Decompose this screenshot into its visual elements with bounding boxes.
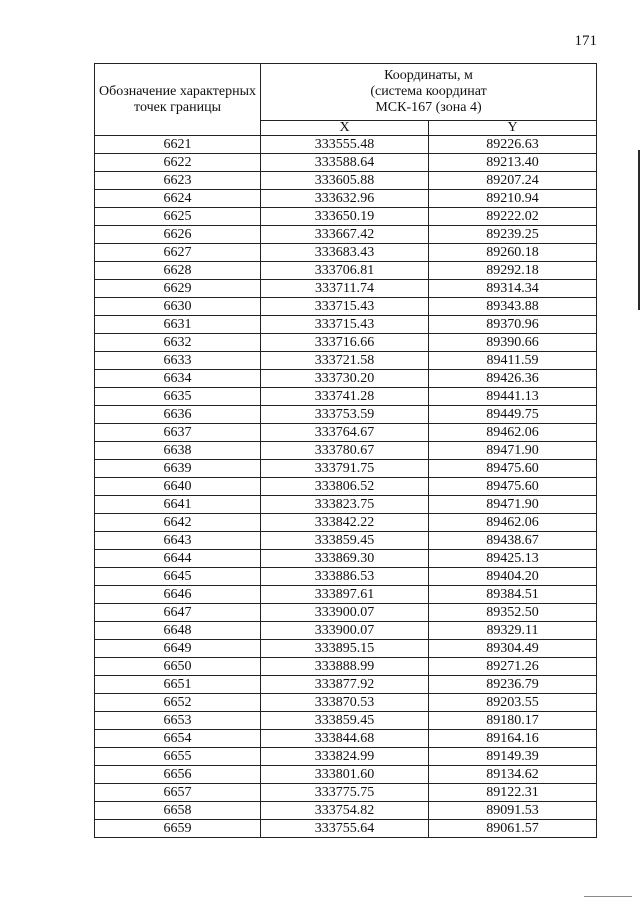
y-coordinate-cell: 89462.06 [429, 514, 597, 532]
table-row [95, 280, 597, 298]
table-row [95, 640, 597, 658]
table-row [95, 820, 597, 838]
x-coordinate-cell: 333711.74 [261, 280, 429, 298]
x-coordinate-cell: 333715.43 [261, 298, 429, 316]
point-id-cell: 6630 [95, 298, 261, 316]
y-coordinate-cell: 89441.13 [429, 388, 597, 406]
y-column-header: Y [429, 121, 597, 136]
point-id-cell: 6629 [95, 280, 261, 298]
table-row [95, 154, 597, 172]
y-coordinate-cell: 89239.25 [429, 226, 597, 244]
table-row [95, 532, 597, 550]
x-coordinate-cell: 333741.28 [261, 388, 429, 406]
point-id-cell: 6632 [95, 334, 261, 352]
x-coordinate-cell: 333755.64 [261, 820, 429, 838]
y-coordinate-cell: 89352.50 [429, 604, 597, 622]
table-row [95, 334, 597, 352]
x-coordinate-cell: 333667.42 [261, 226, 429, 244]
point-id-cell: 6625 [95, 208, 261, 226]
x-coordinate-cell: 333869.30 [261, 550, 429, 568]
x-coordinate-cell: 333900.07 [261, 604, 429, 622]
table-row [95, 442, 597, 460]
table-row [95, 388, 597, 406]
table-row [95, 136, 597, 154]
table-row [95, 424, 597, 442]
point-id-cell: 6659 [95, 820, 261, 838]
point-id-cell: 6635 [95, 388, 261, 406]
x-coordinate-cell: 333844.68 [261, 730, 429, 748]
table-row [95, 316, 597, 334]
point-id-cell: 6631 [95, 316, 261, 334]
point-id-cell: 6650 [95, 658, 261, 676]
table-row [95, 712, 597, 730]
page-number: 171 [574, 33, 597, 49]
y-coordinate-cell: 89122.31 [429, 784, 597, 802]
y-coordinate-cell: 89180.17 [429, 712, 597, 730]
x-coordinate-cell: 333859.45 [261, 712, 429, 730]
table-row [95, 244, 597, 262]
y-coordinate-cell: 89449.75 [429, 406, 597, 424]
coordinates-header-title: Координаты, м [384, 68, 473, 83]
y-coordinate-cell: 89426.36 [429, 370, 597, 388]
y-coordinate-cell: 89390.66 [429, 334, 597, 352]
table-row [95, 694, 597, 712]
table-row [95, 460, 597, 478]
coordinates-table-body [95, 136, 597, 838]
table-row [95, 496, 597, 514]
x-coordinate-cell: 333877.92 [261, 676, 429, 694]
y-coordinate-cell: 89370.96 [429, 316, 597, 334]
x-coordinate-cell: 333842.22 [261, 514, 429, 532]
table-row [95, 658, 597, 676]
y-coordinate-cell: 89210.94 [429, 190, 597, 208]
x-coordinate-cell: 333706.81 [261, 262, 429, 280]
table-row [95, 604, 597, 622]
y-coordinate-cell: 89226.63 [429, 136, 597, 154]
table-row [95, 550, 597, 568]
y-coordinate-cell: 89271.26 [429, 658, 597, 676]
y-coordinate-cell: 89425.13 [429, 550, 597, 568]
coordinates-header-zone: МСК-167 (зона 4) [375, 100, 482, 115]
table-row [95, 568, 597, 586]
y-coordinate-cell: 89471.90 [429, 442, 597, 460]
y-coordinate-cell: 89292.18 [429, 262, 597, 280]
point-id-cell: 6627 [95, 244, 261, 262]
y-coordinate-cell: 89411.59 [429, 352, 597, 370]
x-coordinate-cell: 333650.19 [261, 208, 429, 226]
boundary-coordinates-table [94, 63, 597, 838]
point-id-cell: 6652 [95, 694, 261, 712]
point-id-cell: 6639 [95, 460, 261, 478]
x-coordinate-cell: 333764.67 [261, 424, 429, 442]
point-id-cell: 6658 [95, 802, 261, 820]
coordinates-header-system: (система координат [370, 84, 487, 99]
x-coordinate-cell: 333775.75 [261, 784, 429, 802]
point-id-cell: 6622 [95, 154, 261, 172]
point-id-cell: 6636 [95, 406, 261, 424]
point-id-cell: 6633 [95, 352, 261, 370]
table-row [95, 352, 597, 370]
y-coordinate-cell: 89061.57 [429, 820, 597, 838]
point-id-cell: 6623 [95, 172, 261, 190]
table-row [95, 802, 597, 820]
point-id-cell: 6647 [95, 604, 261, 622]
x-coordinate-cell: 333753.59 [261, 406, 429, 424]
point-id-cell: 6638 [95, 442, 261, 460]
y-coordinate-cell: 89475.60 [429, 478, 597, 496]
y-coordinate-cell: 89213.40 [429, 154, 597, 172]
x-coordinate-cell: 333754.82 [261, 802, 429, 820]
table-row [95, 586, 597, 604]
y-coordinate-cell: 89343.88 [429, 298, 597, 316]
table-row [95, 784, 597, 802]
table-row [95, 730, 597, 748]
x-coordinate-cell: 333555.48 [261, 136, 429, 154]
point-id-cell: 6643 [95, 532, 261, 550]
table-row [95, 172, 597, 190]
x-coordinate-cell: 333824.99 [261, 748, 429, 766]
y-coordinate-cell: 89149.39 [429, 748, 597, 766]
point-id-cell: 6628 [95, 262, 261, 280]
x-coordinate-cell: 333721.58 [261, 352, 429, 370]
point-designation-header [95, 64, 261, 136]
y-coordinate-cell: 89304.49 [429, 640, 597, 658]
point-id-cell: 6642 [95, 514, 261, 532]
y-coordinate-cell: 89404.20 [429, 568, 597, 586]
point-id-cell: 6626 [95, 226, 261, 244]
point-id-cell: 6656 [95, 766, 261, 784]
y-coordinate-cell: 89438.67 [429, 532, 597, 550]
y-coordinate-cell: 89207.24 [429, 172, 597, 190]
scan-bottom-line [584, 896, 632, 897]
y-coordinate-cell: 89236.79 [429, 676, 597, 694]
point-id-cell: 6641 [95, 496, 261, 514]
x-coordinate-cell: 333715.43 [261, 316, 429, 334]
table-row [95, 298, 597, 316]
point-id-cell: 6621 [95, 136, 261, 154]
table-row [95, 262, 597, 280]
point-id-cell: 6653 [95, 712, 261, 730]
x-coordinate-cell: 333605.88 [261, 172, 429, 190]
point-id-cell: 6624 [95, 190, 261, 208]
y-coordinate-cell: 89462.06 [429, 424, 597, 442]
table-row [95, 676, 597, 694]
x-coordinate-cell: 333900.07 [261, 622, 429, 640]
point-id-cell: 6645 [95, 568, 261, 586]
point-id-cell: 6634 [95, 370, 261, 388]
table-row [95, 406, 597, 424]
y-coordinate-cell: 89164.16 [429, 730, 597, 748]
x-coordinate-cell: 333588.64 [261, 154, 429, 172]
x-coordinate-cell: 333683.43 [261, 244, 429, 262]
x-coordinate-cell: 333716.66 [261, 334, 429, 352]
y-coordinate-cell: 89329.11 [429, 622, 597, 640]
point-id-cell: 6640 [95, 478, 261, 496]
table-row [95, 766, 597, 784]
x-coordinate-cell: 333895.15 [261, 640, 429, 658]
table-row [95, 478, 597, 496]
point-id-cell: 6646 [95, 586, 261, 604]
point-id-cell: 6651 [95, 676, 261, 694]
y-coordinate-cell: 89222.02 [429, 208, 597, 226]
table-row [95, 208, 597, 226]
table-row [95, 190, 597, 208]
y-coordinate-cell: 89091.53 [429, 802, 597, 820]
point-id-cell: 6649 [95, 640, 261, 658]
x-coordinate-cell: 333632.96 [261, 190, 429, 208]
table-row [95, 514, 597, 532]
table-row [95, 622, 597, 640]
y-coordinate-cell: 89260.18 [429, 244, 597, 262]
x-coordinate-cell: 333730.20 [261, 370, 429, 388]
x-coordinate-cell: 333780.67 [261, 442, 429, 460]
y-coordinate-cell: 89134.62 [429, 766, 597, 784]
point-id-cell: 6637 [95, 424, 261, 442]
table-row [95, 370, 597, 388]
x-coordinate-cell: 333888.99 [261, 658, 429, 676]
x-coordinate-cell: 333823.75 [261, 496, 429, 514]
y-coordinate-cell: 89384.51 [429, 586, 597, 604]
point-id-cell: 6655 [95, 748, 261, 766]
x-coordinate-cell: 333791.75 [261, 460, 429, 478]
table-row [95, 748, 597, 766]
point-id-cell: 6644 [95, 550, 261, 568]
point-designation-header-text: Обозначение характерных точек границы [99, 83, 256, 115]
y-coordinate-cell: 89203.55 [429, 694, 597, 712]
y-coordinate-cell: 89471.90 [429, 496, 597, 514]
coordinates-header [261, 64, 597, 121]
x-coordinate-cell: 333801.60 [261, 766, 429, 784]
y-coordinate-cell: 89314.34 [429, 280, 597, 298]
x-coordinate-cell: 333870.53 [261, 694, 429, 712]
y-coordinate-cell: 89475.60 [429, 460, 597, 478]
x-coordinate-cell: 333859.45 [261, 532, 429, 550]
x-coordinate-cell: 333886.53 [261, 568, 429, 586]
point-id-cell: 6657 [95, 784, 261, 802]
x-coordinate-cell: 333897.61 [261, 586, 429, 604]
point-id-cell: 6648 [95, 622, 261, 640]
x-column-header: X [261, 121, 429, 136]
x-coordinate-cell: 333806.52 [261, 478, 429, 496]
point-id-cell: 6654 [95, 730, 261, 748]
table-row [95, 226, 597, 244]
